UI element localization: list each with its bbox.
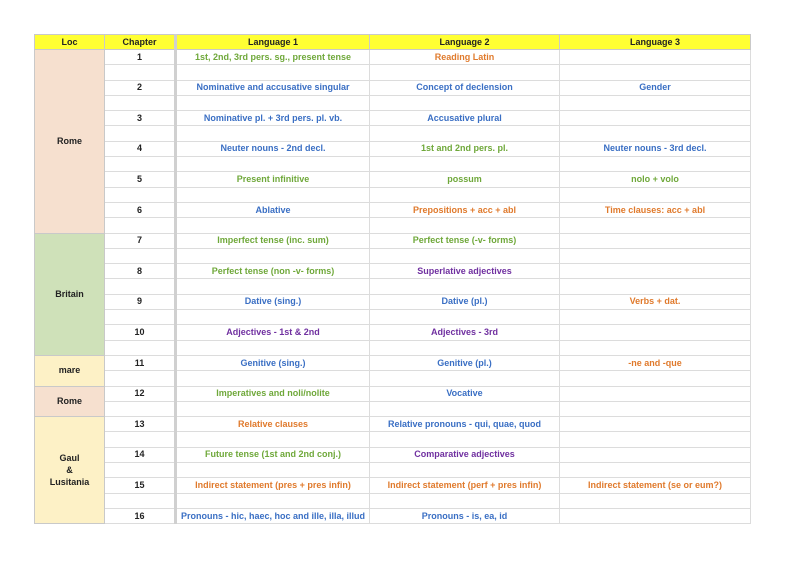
language-2-topic[interactable]: Concept of declension	[370, 80, 560, 95]
language-2-topic[interactable]: Pronouns - is, ea, id	[370, 508, 560, 523]
header-language-2[interactable]: Language 2	[370, 35, 560, 50]
location-cell[interactable]	[35, 233, 105, 355]
location-cell[interactable]	[35, 50, 105, 234]
spacer-row	[35, 126, 751, 141]
chapter-row	[35, 447, 751, 462]
chapter-spacer-cell	[105, 157, 176, 172]
language-2-topic[interactable]: Accusative plural	[370, 111, 560, 126]
spacer-cell	[176, 463, 370, 478]
spacer-cell	[560, 401, 751, 416]
language-1-topic[interactable]: Future tense (1st and 2nd conj.)	[176, 447, 370, 462]
chapter-spacer-cell	[105, 218, 176, 233]
spacer-cell	[370, 310, 560, 325]
chapter-spacer-cell	[105, 371, 176, 386]
language-2-topic[interactable]: Relative pronouns - qui, quae, quod	[370, 417, 560, 432]
chapter-row	[35, 202, 751, 217]
language-1-topic[interactable]: Indirect statement (pres + pres infin)	[176, 478, 370, 493]
chapter-spacer-cell	[105, 95, 176, 110]
location-cell[interactable]	[35, 386, 105, 417]
language-2-topic[interactable]: 1st and 2nd pers. pl.	[370, 141, 560, 156]
spacer-cell	[560, 371, 751, 386]
chapter-number[interactable]: 5	[105, 172, 176, 187]
spacer-cell	[370, 126, 560, 141]
chapter-spacer-cell	[105, 493, 176, 508]
table-header	[35, 35, 751, 50]
chapter-number[interactable]: 2	[105, 80, 176, 95]
language-1-topic[interactable]: Perfect tense (non -v- forms)	[176, 264, 370, 279]
spacer-cell	[560, 248, 751, 263]
language-2-topic[interactable]: Superlative adjectives	[370, 264, 560, 279]
spacer-cell	[176, 432, 370, 447]
chapter-table	[34, 34, 751, 524]
chapter-row	[35, 478, 751, 493]
language-3-topic[interactable]	[560, 447, 751, 462]
language-1-topic[interactable]: Imperfect tense (inc. sum)	[176, 233, 370, 248]
spacer-cell	[560, 218, 751, 233]
location-label-line: &	[66, 465, 73, 476]
chapter-number[interactable]: 9	[105, 294, 176, 309]
spacer-row	[35, 340, 751, 355]
chapter-number[interactable]: 4	[105, 141, 176, 156]
chapter-row	[35, 264, 751, 279]
chapter-spacer-cell	[105, 187, 176, 202]
chapter-row	[35, 141, 751, 156]
spacer-row	[35, 401, 751, 416]
location-label-line: Lusitania	[49, 477, 90, 488]
table-body	[35, 50, 751, 524]
chapter-number[interactable]: 1	[105, 50, 176, 65]
spacer-cell	[560, 187, 751, 202]
language-1-topic[interactable]: 1st, 2nd, 3rd pers. sg., present tense	[176, 50, 370, 65]
language-3-topic[interactable]	[560, 325, 751, 340]
chapter-row	[35, 50, 751, 65]
spacer-cell	[560, 493, 751, 508]
language-2-topic[interactable]: Genitive (pl.)	[370, 355, 560, 370]
location-cell[interactable]	[35, 355, 105, 386]
language-1-topic[interactable]: Imperatives and noli/nolite	[176, 386, 370, 401]
spacer-cell	[176, 310, 370, 325]
language-3-topic[interactable]: Neuter nouns - 3rd decl.	[560, 141, 751, 156]
spacer-row	[35, 187, 751, 202]
language-3-topic[interactable]	[560, 111, 751, 126]
language-1-topic[interactable]: Present infinitive	[176, 172, 370, 187]
chapter-row	[35, 233, 751, 248]
spacer-cell	[370, 157, 560, 172]
chapter-row	[35, 386, 751, 401]
spacer-cell	[370, 340, 560, 355]
language-1-topic[interactable]: Adjectives - 1st & 2nd	[176, 325, 370, 340]
spacer-cell	[560, 310, 751, 325]
language-3-topic[interactable]: -ne and -que	[560, 355, 751, 370]
chapter-spacer-cell	[105, 65, 176, 80]
header-language-3[interactable]: Language 3	[560, 35, 751, 50]
chapter-spacer-cell	[105, 279, 176, 294]
chapter-number[interactable]: 16	[105, 508, 176, 523]
spacer-row	[35, 310, 751, 325]
spacer-cell	[370, 65, 560, 80]
chapter-number[interactable]: 13	[105, 417, 176, 432]
language-2-topic[interactable]: Perfect tense (-v- forms)	[370, 233, 560, 248]
language-3-topic[interactable]	[560, 508, 751, 523]
spacer-cell	[176, 340, 370, 355]
spacer-cell	[560, 126, 751, 141]
language-1-topic[interactable]: Nominative and accusative singular	[176, 80, 370, 95]
location-label: Britain	[55, 288, 84, 299]
spacer-cell	[176, 401, 370, 416]
spacer-row	[35, 218, 751, 233]
chapter-row	[35, 417, 751, 432]
chapter-row	[35, 508, 751, 523]
chapter-spacer-cell	[105, 401, 176, 416]
chapter-table-container	[34, 34, 750, 524]
header-chapter[interactable]: Chapter	[105, 35, 176, 50]
location-label: Rome	[56, 135, 82, 146]
spacer-row	[35, 65, 751, 80]
spacer-row	[35, 95, 751, 110]
language-1-topic[interactable]: Genitive (sing.)	[176, 355, 370, 370]
spacer-cell	[176, 65, 370, 80]
header-language-1[interactable]: Language 1	[176, 35, 370, 50]
chapter-row	[35, 355, 751, 370]
chapter-row	[35, 111, 751, 126]
spacer-cell	[370, 432, 560, 447]
spacer-cell	[370, 463, 560, 478]
language-3-topic[interactable]	[560, 386, 751, 401]
chapter-spacer-cell	[105, 340, 176, 355]
spacer-row	[35, 279, 751, 294]
chapter-spacer-cell	[105, 432, 176, 447]
spacer-cell	[176, 493, 370, 508]
chapter-spacer-cell	[105, 310, 176, 325]
location-cell[interactable]	[35, 417, 105, 524]
language-3-topic[interactable]: Indirect statement (se or eum?)	[560, 478, 751, 493]
language-2-topic[interactable]: possum	[370, 172, 560, 187]
chapter-number[interactable]: 14	[105, 447, 176, 462]
spacer-cell	[370, 95, 560, 110]
chapter-number[interactable]: 12	[105, 386, 176, 401]
spacer-cell	[560, 432, 751, 447]
language-3-topic[interactable]	[560, 264, 751, 279]
language-3-topic[interactable]	[560, 233, 751, 248]
header-loc[interactable]: Loc	[35, 35, 105, 50]
spacer-cell	[370, 248, 560, 263]
spacer-cell	[370, 493, 560, 508]
location-label-line: Gaul	[59, 453, 80, 464]
chapter-row	[35, 294, 751, 309]
language-1-topic[interactable]: Relative clauses	[176, 417, 370, 432]
spacer-cell	[560, 279, 751, 294]
language-1-topic[interactable]: Nominative pl. + 3rd pers. pl. vb.	[176, 111, 370, 126]
chapter-row	[35, 325, 751, 340]
language-2-topic[interactable]: Adjectives - 3rd	[370, 325, 560, 340]
chapter-number[interactable]: 6	[105, 202, 176, 217]
spacer-cell	[176, 126, 370, 141]
spacer-cell	[370, 187, 560, 202]
chapter-number[interactable]: 15	[105, 478, 176, 493]
spacer-cell	[370, 279, 560, 294]
spacer-cell	[560, 95, 751, 110]
language-1-topic[interactable]: Ablative	[176, 202, 370, 217]
spacer-cell	[560, 463, 751, 478]
spacer-row	[35, 493, 751, 508]
language-1-topic[interactable]: Pronouns - hic, haec, hoc and ille, illa, illud	[176, 508, 370, 523]
language-2-topic[interactable]: Vocative	[370, 386, 560, 401]
language-3-topic[interactable]: nolo + volo	[560, 172, 751, 187]
language-1-topic[interactable]: Dative (sing.)	[176, 294, 370, 309]
spacer-cell	[560, 157, 751, 172]
chapter-row	[35, 172, 751, 187]
location-label: Rome	[56, 395, 82, 406]
spacer-cell	[176, 218, 370, 233]
spacer-row	[35, 371, 751, 386]
language-2-topic[interactable]: Reading Latin	[370, 50, 560, 65]
spacer-cell	[176, 95, 370, 110]
chapter-spacer-cell	[105, 463, 176, 478]
location-label: mare	[58, 365, 81, 376]
language-2-topic[interactable]: Dative (pl.)	[370, 294, 560, 309]
chapter-spacer-cell	[105, 126, 176, 141]
chapter-number[interactable]: 11	[105, 355, 176, 370]
spacer-cell	[370, 401, 560, 416]
spacer-cell	[370, 371, 560, 386]
chapter-row	[35, 80, 751, 95]
spacer-cell	[560, 340, 751, 355]
spacer-row	[35, 248, 751, 263]
spacer-row	[35, 432, 751, 447]
spacer-cell	[176, 157, 370, 172]
spacer-row	[35, 463, 751, 478]
language-3-topic[interactable]	[560, 417, 751, 432]
chapter-number[interactable]: 10	[105, 325, 176, 340]
spacer-cell	[176, 187, 370, 202]
spacer-cell	[370, 218, 560, 233]
chapter-number[interactable]: 8	[105, 264, 176, 279]
chapter-number[interactable]: 7	[105, 233, 176, 248]
language-1-topic[interactable]: Neuter nouns - 2nd decl.	[176, 141, 370, 156]
chapter-number[interactable]: 3	[105, 111, 176, 126]
language-3-topic[interactable]: Time clauses: acc + abl	[560, 202, 751, 217]
spacer-cell	[176, 371, 370, 386]
language-3-topic[interactable]: Gender	[560, 80, 751, 95]
language-3-topic[interactable]: Verbs + dat.	[560, 294, 751, 309]
spacer-cell	[176, 279, 370, 294]
spacer-row	[35, 157, 751, 172]
language-2-topic[interactable]: Indirect statement (perf + pres infin)	[370, 478, 560, 493]
spacer-cell	[560, 65, 751, 80]
chapter-spacer-cell	[105, 248, 176, 263]
header-row	[35, 35, 751, 50]
language-3-topic[interactable]	[560, 50, 751, 65]
spacer-cell	[176, 248, 370, 263]
language-2-topic[interactable]: Prepositions + acc + abl	[370, 202, 560, 217]
language-2-topic[interactable]: Comparative adjectives	[370, 447, 560, 462]
